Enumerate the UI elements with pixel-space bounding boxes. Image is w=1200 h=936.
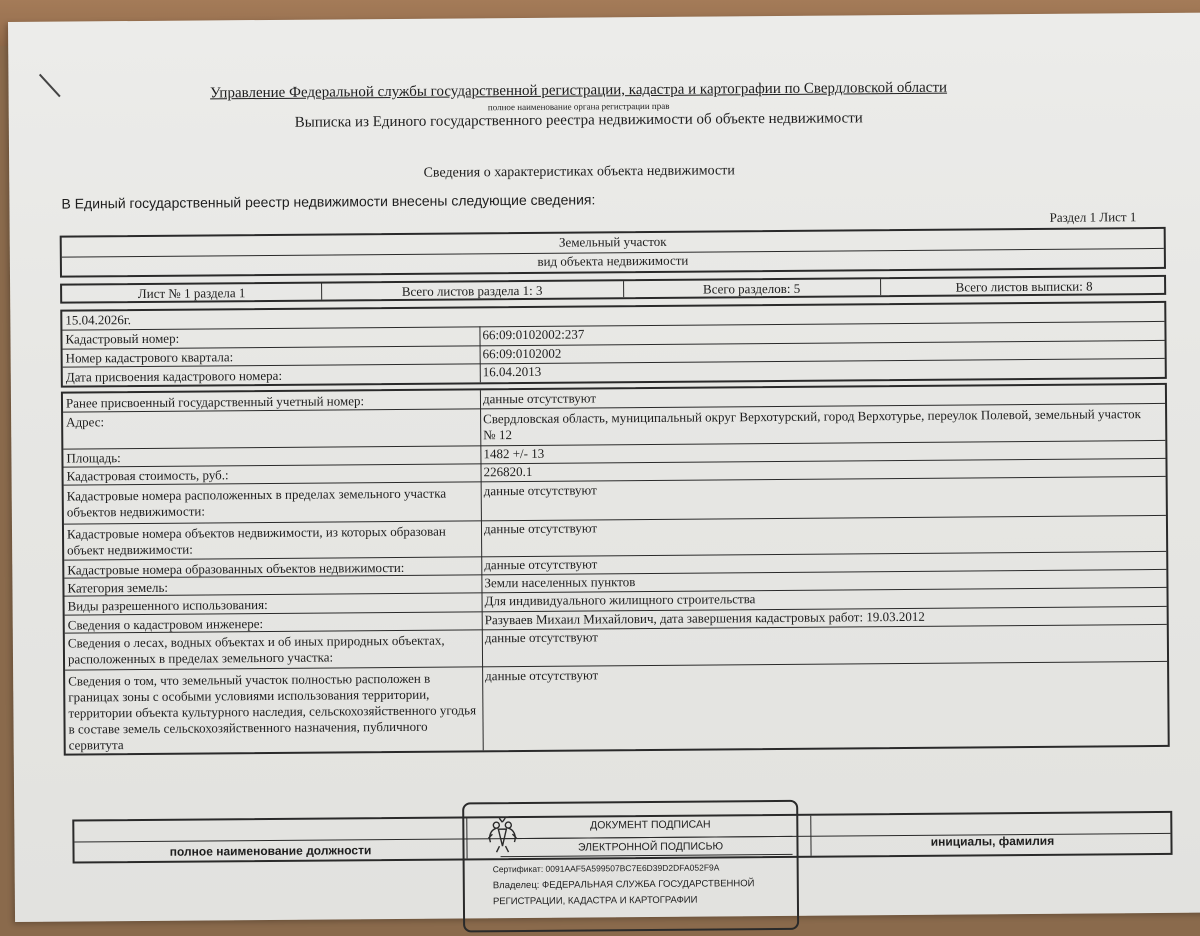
address-value: Свердловская область, муниципальный округ Верхотурский, город Верхотурье, переулок Полевой, земельный участок № 12 xyxy=(483,406,1141,443)
area-value: 1482 +/- 13 xyxy=(483,445,545,462)
row-value: данные отсутствуют xyxy=(482,390,597,407)
electronic-signature-stamp xyxy=(462,800,799,933)
row-label: Кадастровый номер: xyxy=(65,330,180,347)
pen-mark xyxy=(39,74,61,97)
agency-name-note: полное наименование органа регистрации прав xyxy=(487,100,670,113)
row-value: данные отсутствуют xyxy=(483,520,598,537)
extract-date: 15.04.2026г. xyxy=(65,312,132,328)
intro-text: В Единый государственный реестр недвижимости внесены следующие сведения: xyxy=(61,191,596,212)
cadastral-value: 226820.1 xyxy=(483,463,533,480)
characteristics-table xyxy=(61,383,1170,756)
cadastral-number: 66:09:0102002:237 xyxy=(482,326,585,343)
stamp-signed-text: ДОКУМЕНТ ПОДПИСАН xyxy=(590,818,711,832)
agency-name: Управление Федеральной службы государственной регистрации, кадастра и картографии по Свердловской области xyxy=(210,79,948,102)
sheet-number: Лист № 1 раздела 1 xyxy=(137,285,246,301)
row-value: данные отсутствуют xyxy=(484,629,598,646)
object-type-box xyxy=(60,227,1166,278)
row-label: Площадь: xyxy=(66,450,121,466)
row-label: Номер кадастрового квартала: xyxy=(65,349,234,366)
row-value: данные отсутствуют xyxy=(484,556,598,573)
certificate-owner-continued: РЕГИСТРАЦИИ, КАДАСТРА И КАРТОГРАФИИ xyxy=(492,894,698,908)
section-sheet-label: Раздел 1 Лист 1 xyxy=(1049,209,1137,225)
cadastral-info-block xyxy=(60,301,1167,388)
name-label: инициалы, фамилия xyxy=(930,833,1055,849)
row-label: Кадастровые номера образованных объектов недвижимости: xyxy=(67,559,405,578)
section-sheets-total: Всего листов раздела 1: 3 xyxy=(401,282,543,299)
cadastral-date: 16.04.2013 xyxy=(482,363,542,380)
cadastral-engineer: Разуваев Михаил Михайлович, дата завершения кадастровых работ: 19.03.2012 xyxy=(484,608,925,628)
stamp-esignature-text: ЭЛЕКТРОННОЙ ПОДПИСЬЮ xyxy=(577,840,724,854)
row-label: Кадастровые номера объектов недвижимости, из которых образован объект недвижимости: xyxy=(66,523,446,558)
document-page xyxy=(8,13,1200,922)
row-label: Виды разрешенного использования: xyxy=(67,596,268,614)
row-label: Сведения о лесах, водных объектах и об иных природных объектах, расположенных в пределах земельного участка: xyxy=(67,632,445,667)
sections-total: Всего разделов: 5 xyxy=(702,280,801,297)
object-kind-label: вид объекта недвижимости xyxy=(537,252,689,269)
extract-sheets-total: Всего листов выписки: 8 xyxy=(955,278,1093,295)
row-value: данные отсутствуют xyxy=(485,667,599,684)
row-label: Ранее присвоенный государственный учетный номер: xyxy=(65,393,365,411)
object-name: Земельный участок xyxy=(558,233,667,250)
land-category: Земли населенных пунктов xyxy=(484,574,636,591)
row-label: Кадастровая стоимость, руб.: xyxy=(66,467,229,484)
row-label: Категория земель: xyxy=(67,579,169,596)
position-label: полное наименование должности xyxy=(169,843,372,859)
row-label: Сведения о том, что земельный участок полностью расположен в границах зоны с особыми условиями использования территории, территории объекта культурного наследия, сельскохозяйственного угодья в составе земель сельскохозяйственного назначения, публичного сервитута xyxy=(68,670,477,753)
cadastral-quarter: 66:09:0102002 xyxy=(482,345,562,362)
certificate-owner: Владелец: ФЕДЕРАЛЬНАЯ СЛУЖБА ГОСУДАРСТВЕННОЙ xyxy=(492,878,755,892)
row-value: данные отсутствуют xyxy=(483,482,597,499)
row-label: Адрес: xyxy=(66,414,105,430)
document-title: Выписка из Единого государственного реестра недвижимости об объекте недвижимости xyxy=(294,110,863,131)
certificate-number: Сертификат: 0091AAF5A599507BC7E6D39D2DFA052F9A xyxy=(492,862,720,875)
row-label: Сведения о кадастровом инженере: xyxy=(67,616,264,633)
row-label: Кадастровые номера расположенных в пределах земельного участка объектов недвижимости: xyxy=(66,485,447,520)
sheet-info-box xyxy=(60,275,1166,304)
row-label: Дата присвоения кадастрового номера: xyxy=(65,367,283,385)
section-title: Сведения о характеристиках объекта недвижимости xyxy=(423,163,735,181)
permitted-use: Для индивидуального жилищного строительства xyxy=(484,591,756,609)
